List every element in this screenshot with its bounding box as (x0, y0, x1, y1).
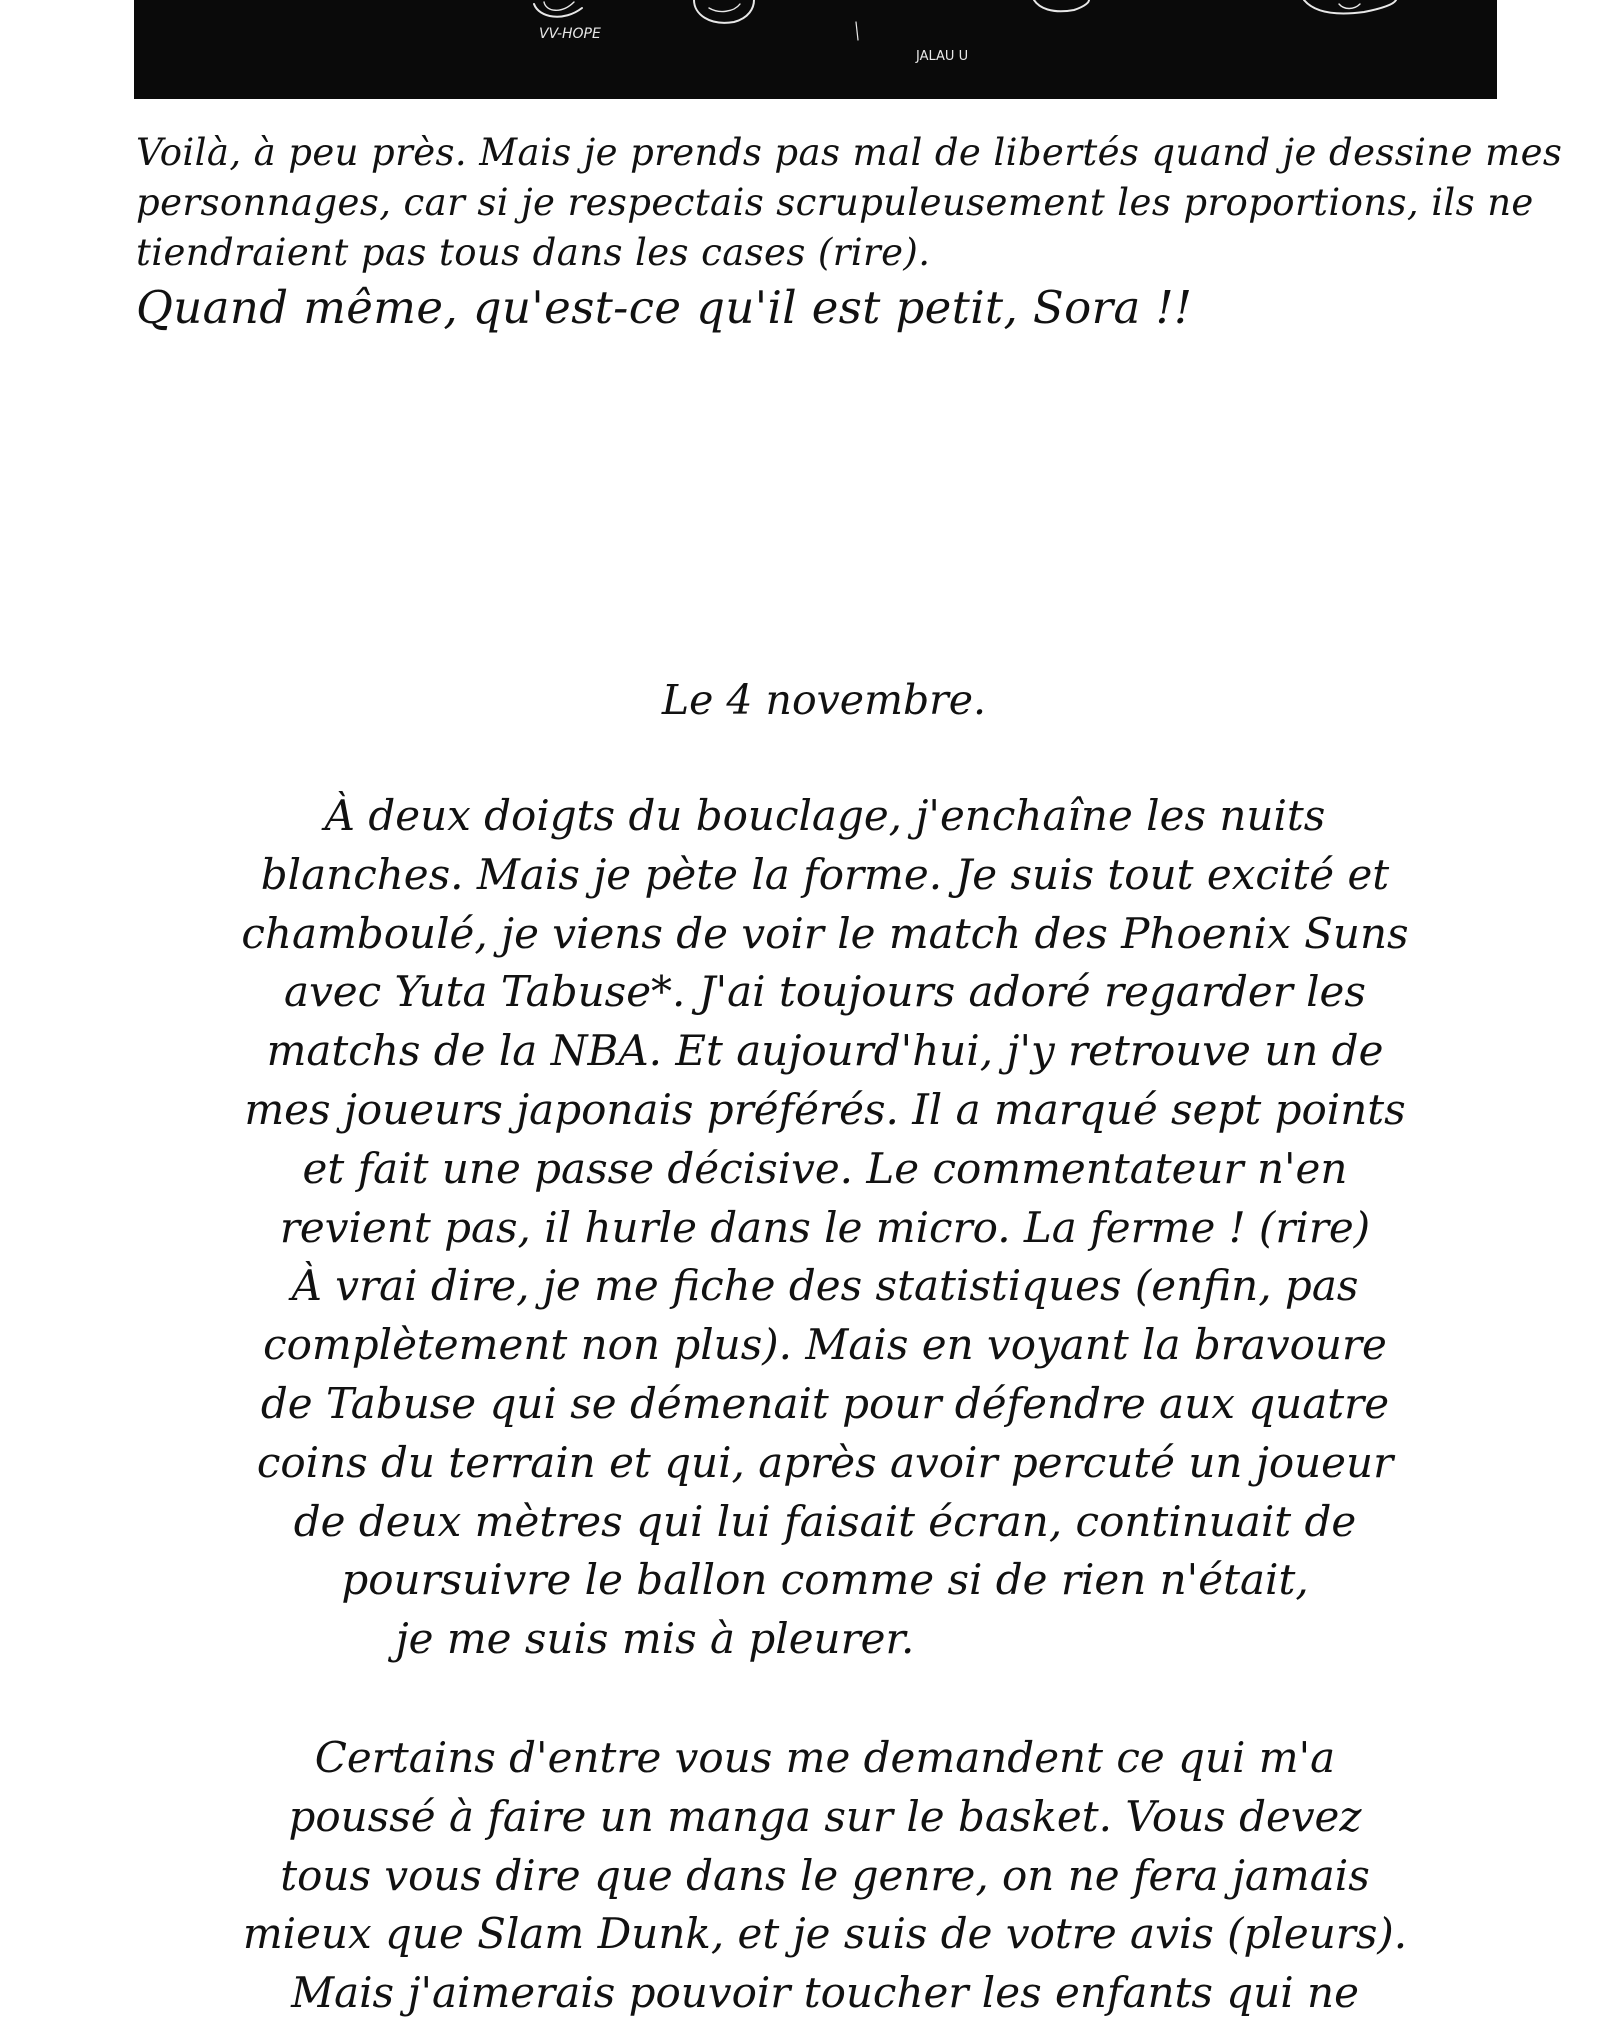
paragraph-line: je me suis mis à pleurer. (395, 1614, 915, 1664)
paragraph-line: coins du terrain et qui, après avoir percuté un joueur (256, 1437, 1394, 1487)
paragraph-line: À vrai dire, je me fiche des statistiques (enfin, pas (291, 1261, 1359, 1311)
paragraph-line: Certains d'entre vous me demandent ce qui m'a (314, 1733, 1336, 1782)
paragraph-line: chamboulé, je viens de voir le match des Phoenix Suns (241, 908, 1409, 958)
paragraph-line: complètement non plus). Mais en voyant la bravoure (263, 1320, 1387, 1370)
intro-emphasis: Quand même, qu'est-ce qu'il est petit, Sora !! (136, 281, 1193, 334)
paragraph-line: Mais j'aimerais pouvoir toucher les enfants qui ne (291, 1968, 1359, 2018)
paragraph-line: blanches. Mais je pète la forme. Je suis tout excité et (260, 849, 1390, 899)
paragraph-line: mieux que Slam Dunk, et je suis de votre avis (pleurs). (242, 1909, 1408, 1959)
paragraph-line: poursuivre le ballon comme si de rien n'était, (341, 1555, 1309, 1605)
intro-line: personnages, car si je respectais scrupuleusement les proportions, ils ne (136, 181, 1534, 224)
paragraph-line: À deux doigts du bouclage, j'enchaîne les nuits (324, 791, 1326, 840)
paragraph-line: mes joueurs japonais préférés. Il a marqué sept points (244, 1084, 1406, 1134)
paragraph-line: avec Yuta Tabuse*. J'ai toujours adoré regarder les (284, 967, 1366, 1017)
signature-center: JALAU U (916, 49, 969, 64)
paragraph-line: tous vous dire que dans le genre, on ne fera jamais (280, 1850, 1370, 1900)
paragraph-line: poussé à faire un manga sur le basket. Vous devez (288, 1791, 1362, 1841)
sketch-drawing (134, 0, 1497, 99)
intro-text (136, 128, 1563, 338)
diary-paragraph-2 (190, 1729, 1460, 2023)
paragraph-line: de Tabuse qui se démenait pour défendre aux quatre (260, 1378, 1390, 1428)
diary-paragraph-1 (190, 787, 1460, 1669)
paragraph-line: matchs de la NBA. Et aujourd'hui, j'y retrouve un de (266, 1026, 1384, 1076)
intro-line: Voilà, à peu près. Mais je prends pas mal de libertés quand je dessine mes (136, 131, 1563, 174)
intro-line: tiendraient pas tous dans les cases (rire). (136, 231, 931, 274)
paragraph-line: et fait une passe décisive. Le commentateur n'en (302, 1143, 1348, 1193)
paragraph-line: revient pas, il hurle dans le micro. La ferme ! (rire) (279, 1202, 1371, 1252)
illustration-panel (134, 0, 1497, 99)
diary-date: Le 4 novembre. (661, 676, 987, 724)
paragraph-line: de deux mètres qui lui faisait écran, continuait de (293, 1496, 1357, 1546)
signature-left: VV-HOPE (539, 26, 601, 42)
